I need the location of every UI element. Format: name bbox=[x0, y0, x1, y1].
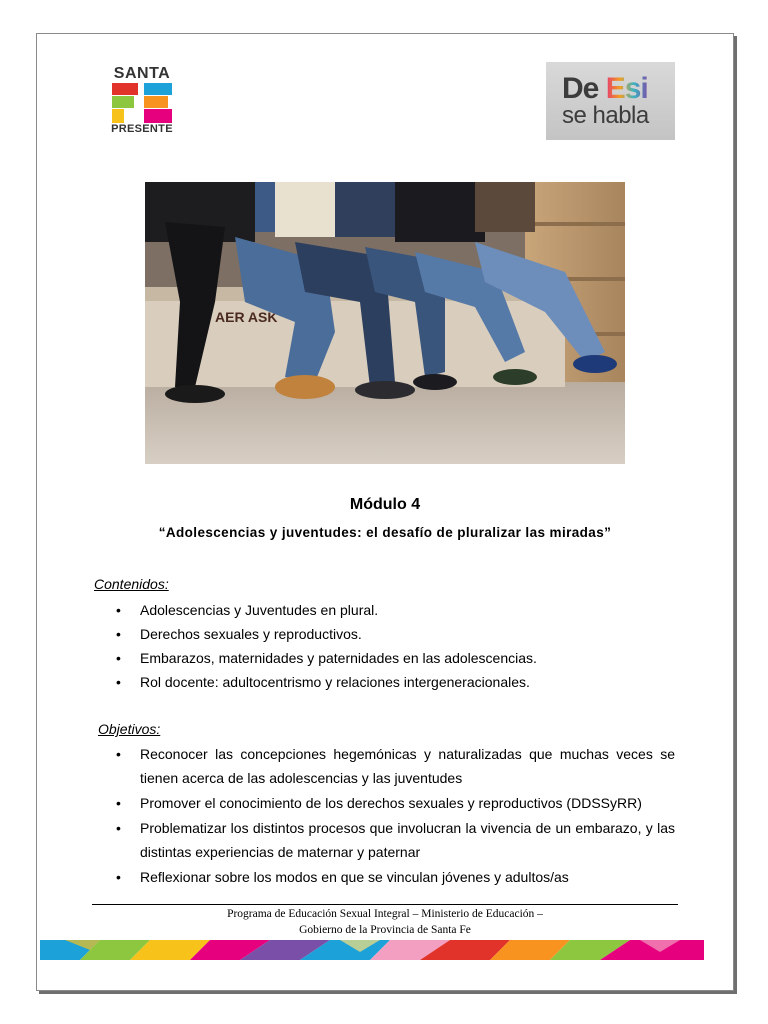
list-item: • Embarazos, maternidades y paternidades en las adolescencias. bbox=[94, 646, 684, 670]
module-subtitle: “Adolescencias y juventudes: el desafío de pluralizar las miradas” bbox=[158, 525, 612, 540]
list-item: • Derechos sexuales y reproductivos. bbox=[94, 622, 684, 646]
list-item: • Rol docente: adultocentrismo y relaciones intergeneracionales. bbox=[94, 670, 684, 694]
graffiti-text: AER ASK bbox=[215, 309, 278, 325]
footer bbox=[37, 906, 733, 938]
santa-fe-logo-bottom-text: PRESENTE bbox=[111, 123, 173, 135]
footer-divider bbox=[92, 904, 678, 905]
esi-logo-line1 bbox=[562, 72, 648, 106]
objetivos-heading: Objetivos: bbox=[98, 721, 161, 737]
objetivos-list bbox=[94, 742, 675, 890]
list-item: • Promover el conocimiento de los derechos sexuales y reproductivos (DDSSyRR) bbox=[94, 791, 675, 815]
santa-fe-logo bbox=[107, 66, 177, 138]
decorative-color-stripe bbox=[40, 940, 704, 960]
document-page bbox=[36, 33, 734, 991]
footer-line-2: Gobierno de la Provincia de Santa Fe bbox=[299, 924, 471, 936]
list-item: • Reconocer las concepciones hegemónicas y naturalizadas que muchas veces se tienen acerca de las adolescencias y las juventudes bbox=[94, 742, 675, 790]
esi-logo-prefix: De bbox=[562, 72, 606, 105]
santa-fe-logo-fe-mark bbox=[110, 83, 174, 123]
santa-fe-logo-top-text: SANTA bbox=[113, 65, 171, 82]
list-item: • Reflexionar sobre los modos en que se vinculan jóvenes y adultos/as bbox=[94, 865, 675, 889]
esi-logo-line2: se habla bbox=[562, 102, 649, 129]
list-item: • Problematizar los distintos procesos que involucran la vivencia de un embarazo, y las distintas experiencias de maternar y paternar bbox=[94, 816, 675, 864]
footer-line-1: Programa de Educación Sexual Integral – Ministerio de Educación – bbox=[227, 908, 543, 920]
esi-logo-highlight: Esi bbox=[605, 72, 648, 105]
module-title: Módulo 4 bbox=[349, 496, 421, 513]
list-item: • Adolescencias y Juventudes en plural. bbox=[94, 598, 684, 622]
contenidos-heading: Contenidos: bbox=[94, 576, 169, 592]
teenagers-photo bbox=[145, 182, 625, 464]
de-esi-se-habla-logo bbox=[546, 62, 675, 140]
contenidos-list bbox=[94, 598, 684, 694]
